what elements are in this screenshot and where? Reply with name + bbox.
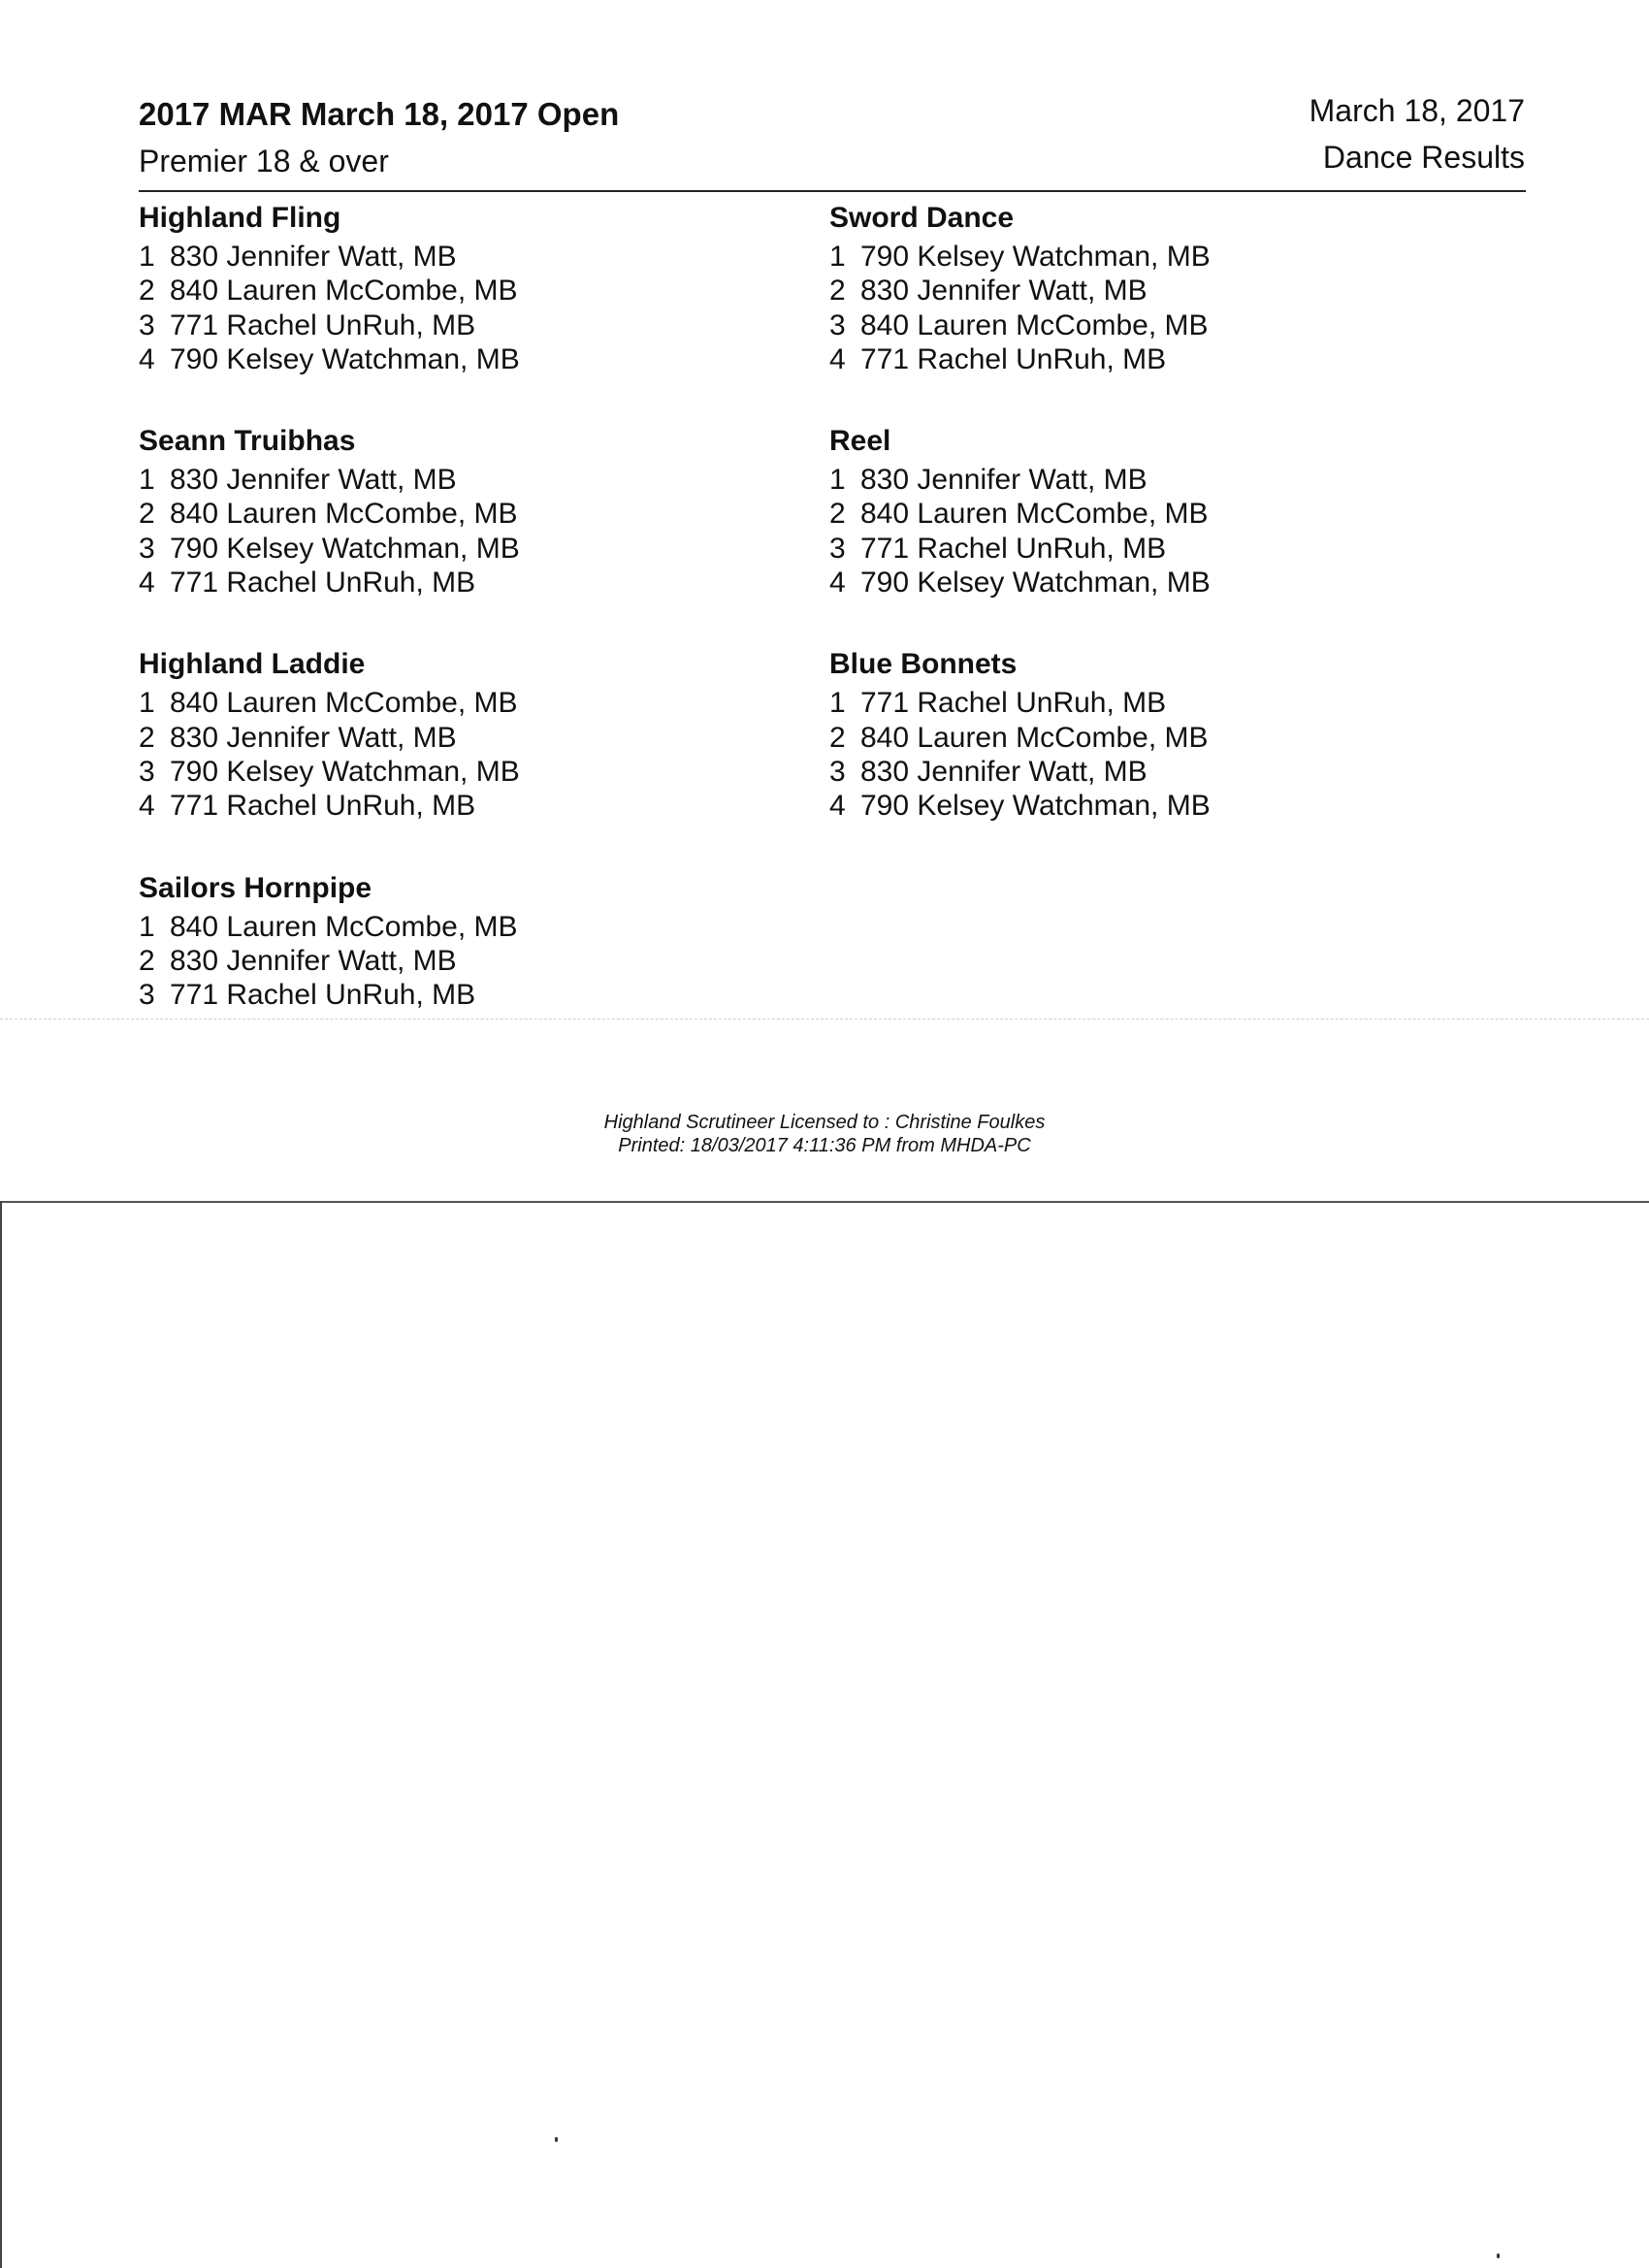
placing: 3 — [829, 308, 846, 341]
scan-speck — [1497, 2253, 1500, 2258]
competitor-entry: 830 Jennifer Watt, MB — [860, 464, 1148, 497]
competitor-entry: 840 Lauren McCombe, MB — [170, 498, 518, 531]
result-row — [829, 240, 1460, 274]
placing: 3 — [829, 532, 846, 565]
competitor-entry: 771 Rachel UnRuh, MB — [170, 979, 476, 1012]
printed-text: Printed: 18/03/2017 4:11:36 PM from MHDA-PC — [618, 1135, 1031, 1156]
placing: 4 — [829, 342, 846, 375]
placing: 1 — [139, 687, 155, 720]
result-row — [139, 566, 769, 599]
competitor-entry: 830 Jennifer Watt, MB — [170, 721, 457, 754]
placing: 1 — [829, 241, 846, 273]
competitor-entry: 830 Jennifer Watt, MB — [170, 944, 457, 977]
header-right — [1310, 89, 1525, 178]
results-column-right — [829, 199, 1460, 869]
placing: 2 — [139, 498, 155, 531]
result-row — [139, 274, 769, 308]
result-row — [139, 910, 769, 944]
competitor-entry: 840 Lauren McCombe, MB — [860, 721, 1209, 754]
placing: 1 — [139, 464, 155, 497]
result-row — [139, 721, 769, 755]
result-row — [139, 240, 769, 274]
document-type: Dance Results — [1322, 140, 1525, 175]
result-row — [829, 497, 1460, 531]
result-row — [139, 308, 769, 342]
placing: 4 — [829, 567, 846, 599]
result-row — [829, 342, 1460, 376]
fold-line — [0, 1019, 1649, 1020]
dance-block — [139, 869, 769, 1013]
placing: 4 — [139, 567, 155, 599]
competitor-entry: 790 Kelsey Watchman, MB — [170, 342, 520, 375]
result-row — [829, 789, 1460, 823]
placing: 3 — [139, 308, 155, 341]
placing: 2 — [139, 721, 155, 754]
result-row — [139, 755, 769, 789]
result-row — [139, 463, 769, 497]
result-row — [139, 342, 769, 376]
event-category: Premier 18 & over — [139, 144, 389, 178]
dance-name: Sailors Hornpipe — [139, 871, 372, 904]
dance-block — [139, 645, 769, 823]
placing: 4 — [829, 790, 846, 823]
competitor-entry: 790 Kelsey Watchman, MB — [860, 241, 1211, 273]
result-row — [139, 532, 769, 566]
competitor-entry: 771 Rachel UnRuh, MB — [860, 532, 1167, 565]
placing: 3 — [139, 532, 155, 565]
dance-block — [139, 422, 769, 599]
results-column-left — [139, 199, 769, 1057]
competitor-entry: 771 Rachel UnRuh, MB — [860, 687, 1167, 720]
competitor-entry: 830 Jennifer Watt, MB — [860, 275, 1148, 308]
dance-name: Highland Laddie — [139, 648, 366, 681]
dance-name: Blue Bonnets — [829, 648, 1018, 681]
result-row — [139, 789, 769, 823]
page-edge-left — [0, 1201, 2, 2268]
dance-name: Highland Fling — [139, 202, 341, 234]
header-divider — [139, 190, 1526, 192]
placing: 1 — [829, 687, 846, 720]
dance-name: Seann Truibhas — [139, 425, 356, 458]
dance-name: Sword Dance — [829, 202, 1015, 234]
header-left — [139, 93, 619, 182]
result-row — [829, 274, 1460, 308]
result-row — [829, 463, 1460, 497]
dance-block — [829, 422, 1460, 599]
event-date: March 18, 2017 — [1309, 93, 1525, 128]
placing: 2 — [829, 275, 846, 308]
competitor-entry: 840 Lauren McCombe, MB — [170, 275, 518, 308]
result-row — [139, 497, 769, 531]
placing: 2 — [139, 275, 155, 308]
placing: 2 — [829, 721, 846, 754]
placing: 4 — [139, 790, 155, 823]
dance-block — [829, 645, 1460, 823]
placing: 3 — [139, 755, 155, 788]
result-row — [829, 308, 1460, 342]
result-row — [829, 566, 1460, 599]
placing: 2 — [829, 498, 846, 531]
result-row — [829, 686, 1460, 720]
dance-block — [139, 199, 769, 376]
license-text: Highland Scrutineer Licensed to : Christine Foulkes — [603, 1112, 1046, 1133]
competitor-entry: 771 Rachel UnRuh, MB — [860, 342, 1167, 375]
competitor-entry: 830 Jennifer Watt, MB — [170, 464, 457, 497]
competitor-entry: 790 Kelsey Watchman, MB — [860, 790, 1211, 823]
competitor-entry: 830 Jennifer Watt, MB — [170, 241, 457, 273]
competitor-entry: 790 Kelsey Watchman, MB — [170, 532, 520, 565]
placing: 4 — [139, 342, 155, 375]
competitor-entry: 840 Lauren McCombe, MB — [860, 308, 1209, 341]
competitor-entry: 840 Lauren McCombe, MB — [860, 498, 1209, 531]
page-edge-line — [0, 1201, 1649, 1203]
result-row — [139, 978, 769, 1012]
competitor-entry: 790 Kelsey Watchman, MB — [170, 755, 520, 788]
competitor-entry: 830 Jennifer Watt, MB — [860, 755, 1148, 788]
result-row — [139, 944, 769, 978]
competitor-entry: 771 Rachel UnRuh, MB — [170, 790, 476, 823]
dance-name: Reel — [829, 425, 891, 458]
result-row — [829, 721, 1460, 755]
competitor-entry: 790 Kelsey Watchman, MB — [860, 567, 1211, 599]
dance-block — [829, 199, 1460, 376]
placing: 1 — [139, 241, 155, 273]
placing: 2 — [139, 944, 155, 977]
placing: 1 — [829, 464, 846, 497]
placing: 3 — [139, 979, 155, 1012]
scan-speck — [555, 2137, 558, 2142]
placing: 1 — [139, 910, 155, 943]
competitor-entry: 771 Rachel UnRuh, MB — [170, 308, 476, 341]
competitor-entry: 840 Lauren McCombe, MB — [170, 910, 518, 943]
competitor-entry: 771 Rachel UnRuh, MB — [170, 567, 476, 599]
result-row — [829, 755, 1460, 789]
competitor-entry: 840 Lauren McCombe, MB — [170, 687, 518, 720]
result-row — [139, 686, 769, 720]
result-row — [829, 532, 1460, 566]
event-title: 2017 MAR March 18, 2017 Open — [139, 96, 620, 132]
placing: 3 — [829, 755, 846, 788]
footer — [0, 1111, 1649, 1157]
